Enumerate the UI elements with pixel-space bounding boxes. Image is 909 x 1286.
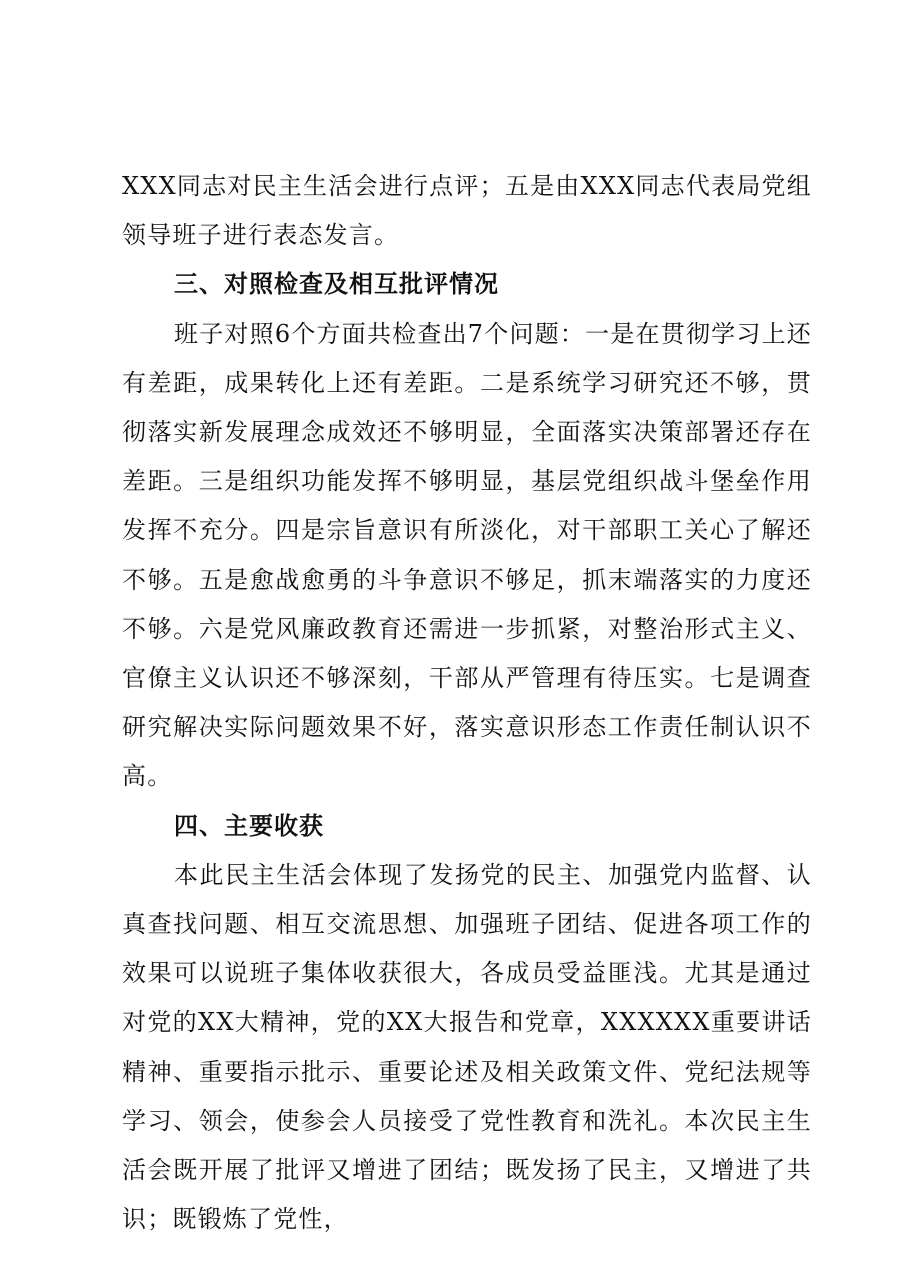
section-heading-3: 三、对照检查及相互批评情况 (174, 270, 499, 299)
paragraph-gains: 本此民主生活会体现了发扬党的民主、加强党内监督、认真查找问题、相互交流思想、加强班子团结、促进各项工作的效果可以说班子集体收获很大，各成员受益匪浅。尤其是通过对党的XX大精神，党的XX大报告和党章，XXXXXX重要讲话精神、重要指示批示、重要论述及相关政策文件、党纪法规等学习、领会，使参会人员接受了党性教育和洗礼。本次民主生活会既开展了批评又增进了团结；既发扬了民主，又增进了共识；既锻炼了党性， (122, 860, 812, 1234)
document-body (122, 162, 812, 1244)
section-heading-4: 四、主要收获 (174, 811, 324, 840)
paragraph-continuation: XXX同志对民主生活会进行点评；五是由XXX同志代表局党组领导班子进行表态发言。 (122, 172, 812, 250)
paragraph-problems: 班子对照6个方面共检查出7个问题：一是在贯彻学习上还有差距，成果转化上还有差距。二是系统学习研究还不够，贯彻落实新发展理念成效还不够明显，全面落实决策部署还存在差距。三是组织功能发挥不够明显，基层党组织战斗堡垒作用发挥不充分。四是宗旨意识有所淡化，对干部职工关心了解还不够。五是愈战愈勇的斗争意识不够足，抓末端落实的力度还不够。六是党风廉政教育还需进一步抓紧，对整治形式主义、官僚主义认识还不够深刻，干部从严管理有待压实。七是调查研究解决实际问题效果不好，落实意识形态工作责任制认识不高。 (122, 319, 812, 791)
